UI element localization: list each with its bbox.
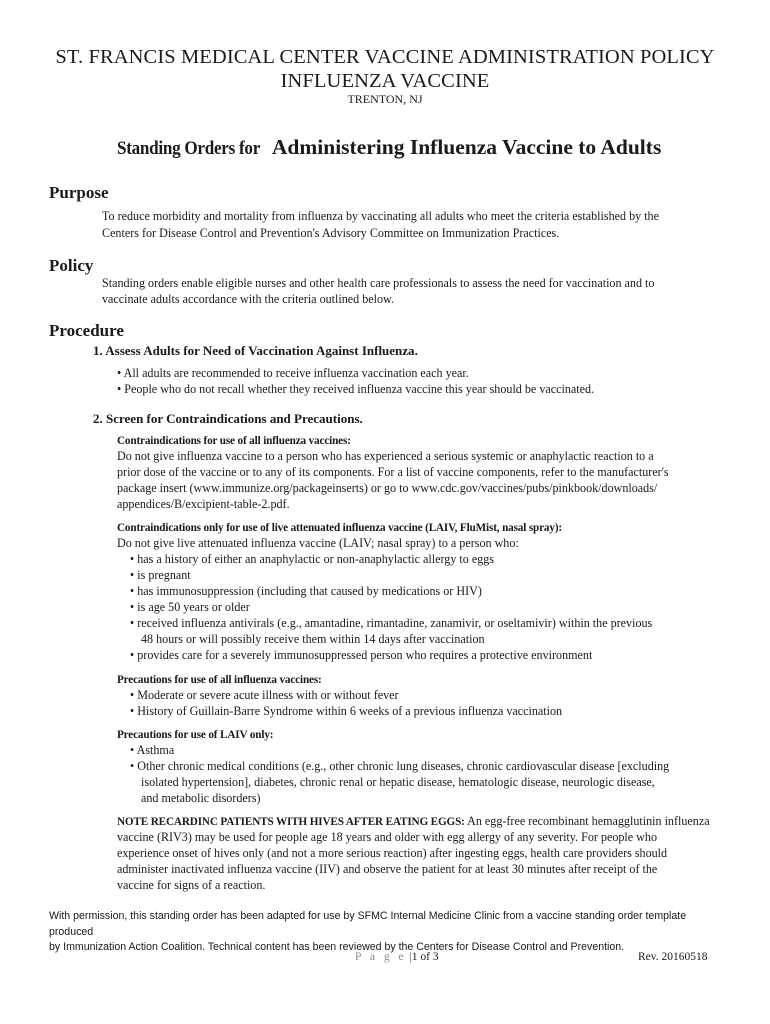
contra-all-heading: Contraindications for use of all influenza vaccines: <box>117 435 351 447</box>
header-location: TRENTON, NJ <box>347 92 423 106</box>
contra-laiv-item: • received influenza antivirals (e.g., amantadine, rimantadine, zanamivir, or oseltamivir) within the previous <box>130 616 653 630</box>
revision: Rev. 20160518 <box>638 951 708 963</box>
contra-laiv-item: • provides care for a severely immunosuppressed person who requires a protective environment <box>130 648 593 662</box>
contra-all-line: appendices/B/excipient-table-2.pdf. <box>117 497 290 511</box>
contra-laiv-item: • is pregnant <box>130 568 191 582</box>
note-label: NOTE RECARDINC PATIENTS WITH HIVES AFTER EATING EGGS: <box>117 816 465 828</box>
contra-laiv-heading: Contraindications only for use of live attenuated influenza vaccine (LAIV, FluMist, nasal spray): <box>117 522 562 534</box>
note-first-line <box>117 814 710 829</box>
prec-laiv-item-cont: isolated hypertension], diabetes, chronic renal or hepatic disease, hematologic disease, neurologic disease, <box>141 775 655 789</box>
prec-laiv-item: • Asthma <box>130 743 175 757</box>
note-line: administer inactivated influenza vaccine (IIV) and observe the patient for at least 30 minutes after receipt of the <box>117 862 658 876</box>
header-line1: ST. FRANCIS MEDICAL CENTER VACCINE ADMINISTRATION POLICY <box>55 46 715 68</box>
page-value: 1 of 3 <box>411 951 439 963</box>
prec-all-item: • History of Guillain-Barre Syndrome within 6 weeks of a previous influenza vaccination <box>130 704 563 718</box>
policy-heading: Policy <box>49 256 94 275</box>
step1-title: 1. Assess Adults for Need of Vaccination Against Influenza. <box>93 343 418 358</box>
contra-all-line: prior dose of the vaccine or to any of its components. For a list of vaccine components, refer to the manufacturer's <box>117 465 669 479</box>
purpose-heading: Purpose <box>49 183 109 202</box>
title-main: Administering Influenza Vaccine to Adults <box>271 135 662 159</box>
step1-item: • All adults are recommended to receive influenza vaccination each year. <box>117 366 469 380</box>
policy-line2: vaccinate adults accordance with the criteria outlined below. <box>102 292 395 306</box>
footer-line2: by Immunization Action Coalition. Technical content has been reviewed by the Centers for Disease Control and Prevention. <box>49 941 625 953</box>
header-line2: INFLUENZA VACCINE <box>280 70 490 92</box>
document-title <box>0 135 770 160</box>
prec-laiv-item-cont: and metabolic disorders) <box>141 791 261 805</box>
prec-all-heading: Precautions for use of all influenza vaccines: <box>117 674 322 686</box>
contra-laiv-item: • has immunosuppression (including that caused by medications or HIV) <box>130 584 482 598</box>
prec-all-item: • Moderate or severe acute illness with or without fever <box>130 688 399 702</box>
contra-laiv-item-cont: 48 hours or will possibly receive them within 14 days after vaccination <box>141 632 485 646</box>
page-divider: | <box>409 951 412 963</box>
page-label: P a g e <box>355 951 407 963</box>
contra-laiv-item: • is age 50 years or older <box>130 600 250 614</box>
contra-all-line: Do not give influenza vaccine to a person who has experienced a serious systemic or anaphylactic reaction to a <box>117 449 654 463</box>
page-number <box>355 951 439 963</box>
note-line: vaccine (RIV3) may be used for people age 18 years and older with egg allergy of any severity. For people who <box>117 830 658 844</box>
contra-all-line: package insert (www.immunize.org/packageinserts) or go to www.cdc.gov/vaccines/pubs/pinkbook/downloads/ <box>117 481 658 495</box>
step1-item: • People who do not recall whether they received influenza vaccine this year should be vaccinated. <box>117 382 595 396</box>
contra-laiv-intro: Do not give live attenuated influenza vaccine (LAIV; nasal spray) to a person who: <box>117 536 519 550</box>
step2-title: 2. Screen for Contraindications and Precautions. <box>93 411 363 426</box>
prec-laiv-heading: Precautions for use of LAIV only: <box>117 729 274 741</box>
contra-laiv-item: • has a history of either an anaphylactic or non-anaphylactic allergy to eggs <box>130 552 495 566</box>
note-first-text: An egg-free recombinant hemagglutinin influenza <box>467 814 710 828</box>
procedure-heading: Procedure <box>49 321 124 340</box>
footer-line1: With permission, this standing order has been adapted for use by SFMC Internal Medicine Clinic from a vaccine standing order template produced <box>49 910 687 938</box>
policy-line1: Standing orders enable eligible nurses and other health care professionals to assess the need for vaccination and to <box>102 276 655 290</box>
note-line: experience onset of hives only (and not a more serious reaction) after ingesting eggs, health care providers should <box>117 846 668 860</box>
title-prefix: Standing Orders for <box>116 138 260 159</box>
note-line: vaccine for signs of a reaction. <box>117 878 266 892</box>
footer-notice <box>49 909 729 956</box>
purpose-line2: Centers for Disease Control and Prevention's Advisory Committee on Immunization Practices. <box>102 226 560 240</box>
prec-laiv-item: • Other chronic medical conditions (e.g., other chronic lung diseases, chronic cardiovascular disease [excluding <box>130 759 670 773</box>
purpose-line1: To reduce morbidity and mortality from influenza by vaccinating all adults who meet the criteria established by the <box>102 209 659 223</box>
